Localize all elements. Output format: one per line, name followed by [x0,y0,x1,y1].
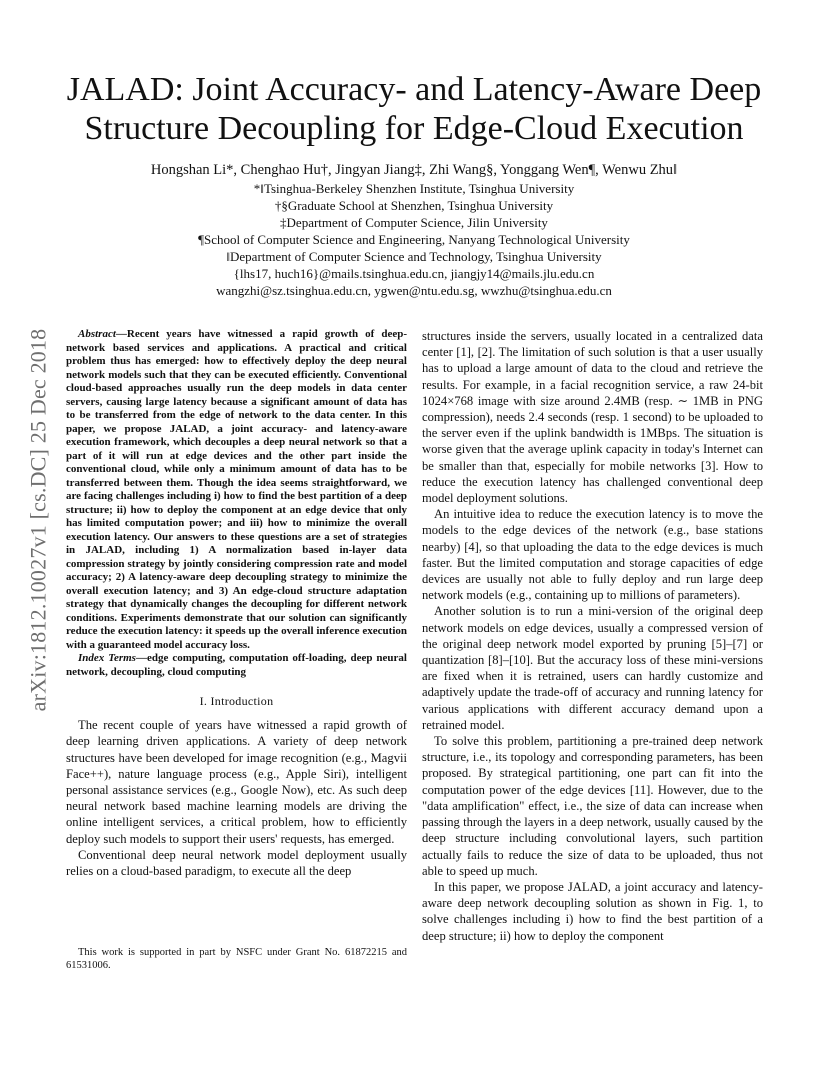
author-list: Hongshan Li*, Chenghao Hu†, Jingyan Jiang‡, Zhi Wang§, Yonggang Wen¶, Wenwu Zhu‖ [150,162,678,178]
index-terms-label: Index Terms [78,652,136,664]
affiliation-line: ‖Department of Computer Science and Technology, Tsinghua University [226,249,602,264]
paragraph: structures inside the servers, usually located in a centralized data center [1], [2]. The limitation of such solution is that a user usually has to upload a large amount of data to the cloud and retrieve the results. For example, in a facial recognition service, a raw 24-bit 1024×768 image with size around 2.4MB (resp. ∼ 1MB in PNG compression), needs 2.4 seconds (resp. 1 second) to be uploaded to the server even if the uplink bandwidth is 1MBps. The situation is worse given that the average uplink capacity in today's Internet can be smaller than that, especially for mobile networks [3]. How to reduce the execution latency has challenged conventional deep model deployment solutions. [422,329,763,506]
arxiv-watermark: arXiv:1812.10027v1 [cs.DC] 25 Dec 2018 [25,328,51,712]
affiliation-line: ¶School of Computer Science and Engineering, Nanyang Technological University [198,232,630,247]
title-line-2: Structure Decoupling for Edge-Cloud Execution [84,110,744,147]
paragraph: Another solution is to run a mini-version of the original deep network models on edge devices, usually a compressed version of the original deep network model exported by pruning [5]–[7] or quantization [8]–[10]. But the accuracy loss of these mini-versions are fixed when it is retrained, users can hardly customize and adaptively update the trade-off of accuracy and running latency for various applications with different accuracy demand upon a retrained model. [422,604,763,732]
paragraph: To solve this problem, partitioning a pre-trained deep network structure, i.e., its topology and corresponding parameters, has been proposed. By strategical partitioning, one part can fit into the computation power of the edge devices [11]. However, due to the "data amplification" effect, i.e., the size of data can increase when passing through the layers in a deep network, usually caused by the deep structure including convolutional layers, such partition actually fails to reduce the size of data to be uploaded, thus not able to speed up much. [422,734,763,878]
section-heading: I. Introduction [199,694,274,708]
affiliation-line: *‖Tsinghua-Berkeley Shenzhen Institute, Tsinghua University [253,181,575,196]
paragraph: In this paper, we propose JALAD, a joint accuracy and latency-aware deep network decoupling solution as shown in Fig. 1, to solve challenges including i) how to find the best partition of a deep structure; ii) how to deploy the component [422,879,763,943]
abstract [66,328,407,652]
left-column [66,328,407,879]
email-line: {lhs17, huch16}@mails.tsinghua.edu.cn, jiangjy14@mails.jlu.edu.cn [233,266,595,281]
paragraph: Conventional deep neural network model deployment usually relies on a cloud-based paradigm, to execute all the deep [66,847,407,879]
affiliation-line: †§Graduate School at Shenzhen, Tsinghua University [274,198,554,213]
title-line-1: JALAD: Joint Accuracy- and Latency-Aware Deep [66,71,762,108]
right-column [422,328,763,944]
index-terms-text: —edge computing, computation off-loading, deep neural network, decoupling, cloud computing [66,652,407,678]
abstract-text: —Recent years have witnessed a rapid growth of deep-network based services and applications. A practical and critical problem thus has emerged: how to effectively deploy the deep neural network models such that they can be executed efficiently. Conventional cloud-based approaches usually run the deep models in data center servers, causing large latency because a significant amount of data has to be transferred from the edge of network to the data center. In this paper, we propose JALAD, a joint accuracy- and latency-aware execution framework, which decouples a deep neural network so that a part of it will run at edge devices and the other part inside the conventional cloud, while only a minimum amount of data has to be transferred between them. Though the idea seems straightforward, we are facing challenges including i) how to find the best partition of a deep structure; ii) how to deploy the component at an edge device that only has limited computation power; and iii) how to minimize the overall execution latency. Our answers to these questions are a set of strategies in JALAD, including 1) A normalization based in-layer data compression strategy by jointly considering compression rate and model accuracy; 2) A latency-aware deep decoupling strategy to minimize the overall execution latency; and 3) An edge-cloud structure adaptation strategy that dynamically changes the decoupling for different network conditions. Experiments demonstrate that our solution can significantly reduce the execution latency: it speeds up the overall inference execution with a guaranteed model accuracy loss. [66,328,407,651]
paper-title [60,70,768,148]
paragraph: An intuitive idea to reduce the execution latency is to move the models to the edge devices of the network (e.g., base stations nearby) [4], so that uploading the data to the edge devices is much faster. But the limited computation and storage capacities of edge devices are usually not able to fully deploy and run large deep network models (e.g., containing up to millions of parameters). [422,507,763,603]
paragraph: The recent couple of years have witnessed a rapid growth of deep learning driven applications. A variety of deep network structures have been developed for image recognition (e.g., Magvii Face++), nature language process (e.g., Apple Siri), intelligent personal assistance services (e.g., Google Now), etc. As such deep neural network based machine learning models are driving the online intelligent services, a critical problem, how to efficiently deploy such models to support their users' requests, has emerged. [66,718,407,846]
email-line: wangzhi@sz.tsinghua.edu.cn, ygwen@ntu.edu.sg, wwzhu@tsinghua.edu.cn [216,283,612,298]
index-terms [66,652,407,679]
footnote: This work is supported in part by NSFC under Grant No. 61872215 and 61531006. [66,947,407,971]
affiliations [80,180,748,299]
affiliation-line: ‡Department of Computer Science, Jilin University [280,215,548,230]
abstract-label: Abstract [78,328,116,340]
